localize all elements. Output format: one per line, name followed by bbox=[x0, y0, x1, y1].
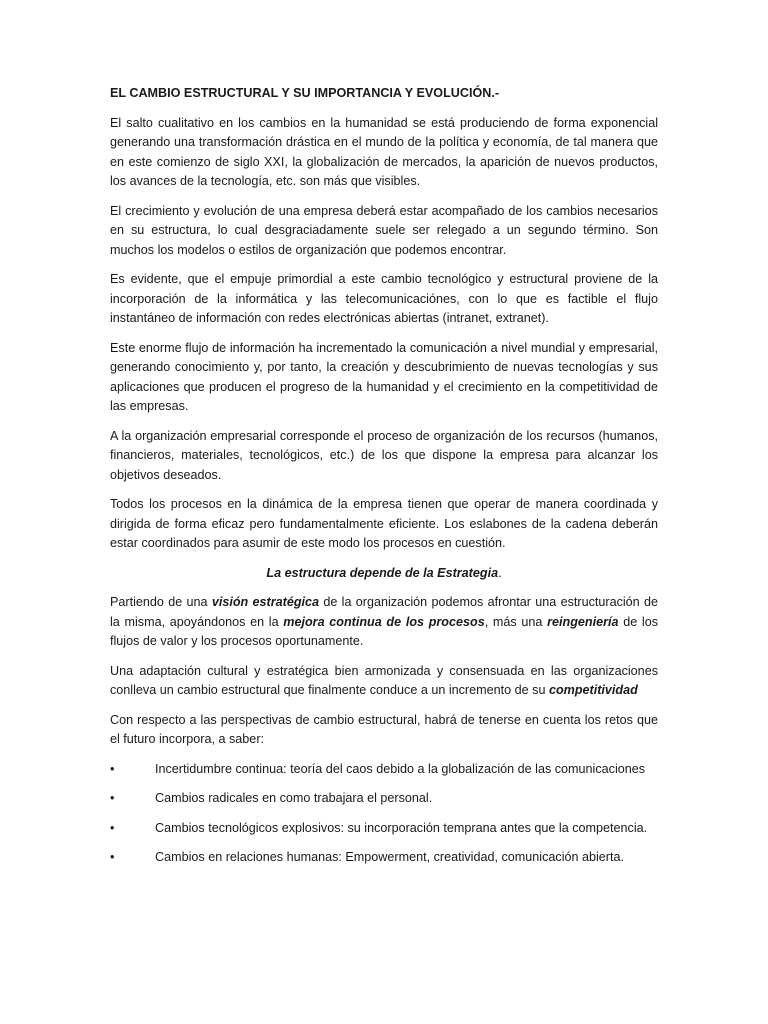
emphasis-competitividad: competitividad bbox=[548, 683, 638, 697]
bullet-marker: • bbox=[110, 820, 115, 835]
paragraph-vision bbox=[110, 593, 658, 652]
bullet-item bbox=[110, 848, 658, 868]
text-run: Partiendo de una bbox=[110, 595, 212, 609]
subheading-period: . bbox=[498, 565, 502, 580]
paragraph-3: Es evidente, que el empuje primordial a este cambio tecnológico y estructural proviene de la incorporación de la informática y las telecomunicaciónes, con lo que es factible el flujo instantáneo de información con redes electrónicas abiertas (intranet, extranet). bbox=[110, 272, 658, 325]
bullet-marker: • bbox=[110, 761, 115, 776]
paragraph-1: El salto cualitativo en los cambios en la humanidad se está produciendo de forma exponencial generando una transformación drástica en el mundo de la política y economía, de tal manera que en este comienzo de siglo XXI, la globalización de mercados, la aparición de nuevos productos, los avances de la tecnología, etc. son más que visibles. bbox=[110, 115, 658, 188]
bullet-item bbox=[110, 789, 658, 809]
paragraph-adaptacion bbox=[110, 662, 658, 701]
emphasis-reingenieria: reingeniería bbox=[547, 614, 619, 629]
text-run: , más una bbox=[484, 614, 548, 629]
bullet-text: Cambios en relaciones humanas: Empowerment, creatividad, comunicación abierta. bbox=[155, 850, 625, 864]
bullet-text: Cambios tecnológicos explosivos: su incorporación temprana antes que la competencia. bbox=[155, 820, 648, 835]
paragraph-4: Este enorme flujo de información ha incrementado la comunicación a nivel mundial y empresarial, generando conocimiento y, por tanto, la creación y descubrimiento de nuevas tecnologías y sus aplicaciones que producen el progreso de la humanidad y el crecimiento en la competitividad de las empresas. bbox=[110, 340, 658, 413]
subheading-text: La estructura depende de la Estrategia bbox=[266, 565, 499, 580]
text-run: Una adaptación cultural y estratégica bien armonizada y consensuada en las organizaciones conlleva un cambio estructural que finalmente conduce a un incremento de su bbox=[110, 663, 658, 697]
bullet-text: Cambios radicales en como trabajara el personal. bbox=[155, 791, 433, 805]
document-title: EL CAMBIO ESTRUCTURAL Y SU IMPORTANCIA Y EVOLUCIÓN.- bbox=[110, 86, 500, 100]
bullet-text: Incertidumbre continua: teoría del caos debido a la globalización de las comunicaciones bbox=[155, 761, 646, 776]
bullet-item bbox=[110, 819, 658, 839]
emphasis-vision: visión estratégica bbox=[211, 595, 320, 609]
text-run: de la organización podemos afrontar una estructuración de la misma, apoyándonos en la bbox=[110, 595, 658, 629]
paragraph-2: El crecimiento y evolución de una empresa deberá estar acompañado de los cambios necesarios en su estructura, lo cual desgraciadamente suele ser relegado a un segundo término. Son muchos los modelos o estilos de organización que podemos encontrar. bbox=[110, 203, 658, 257]
bullet-marker: • bbox=[110, 791, 115, 805]
paragraph-5: A la organización empresarial corresponde el proceso de organización de los recursos (humanos, financieros, materiales, tecnológicos, etc.) de los que dispone la empresa para alcanzar los objetivos deseados. bbox=[110, 428, 658, 482]
bullet-item bbox=[110, 760, 658, 780]
paragraph-6: Todos los procesos en la dinámica de la empresa tienen que operar de manera coordinada y dirigida de forma eficaz pero fundamentalmente eficiente. Los eslabones de la cadena deberán estar coordinados para asumir de este modo los procesos en cuestión. bbox=[110, 497, 658, 550]
text-run: de los flujos de valor y los procesos oportunamente. bbox=[110, 614, 659, 648]
emphasis-mejora: mejora continua de los procesos bbox=[283, 614, 485, 629]
paragraph-retos: Con respecto a las perspectivas de cambio estructural, habrá de tenerse en cuenta los retos que el futuro incorpora, a saber: bbox=[110, 712, 658, 746]
bullet-marker: • bbox=[110, 850, 115, 864]
subheading bbox=[110, 564, 658, 584]
